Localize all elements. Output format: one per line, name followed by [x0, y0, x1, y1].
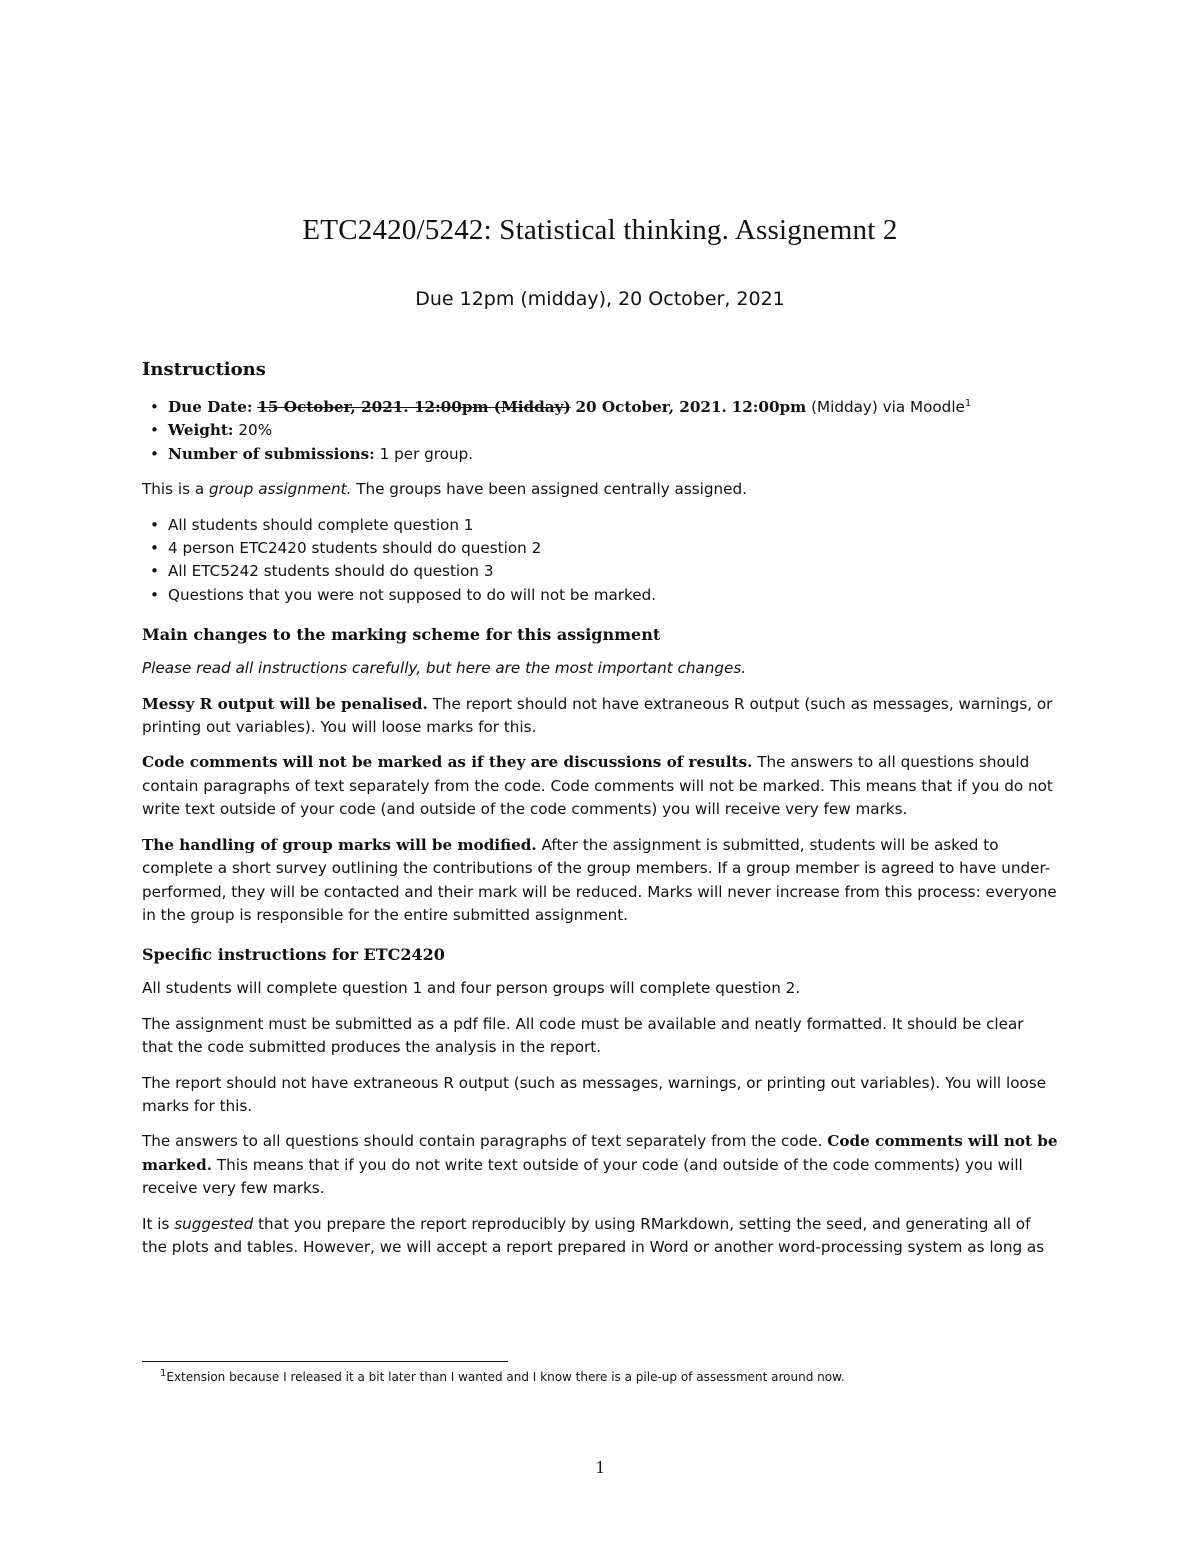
specific-paragraph-5 [142, 1213, 1058, 1260]
due-date-time: 12:00pm [731, 398, 807, 416]
footnote-divider [142, 1361, 508, 1362]
list-item: • 4 person ETC2420 students should do question 2 [168, 537, 1058, 560]
instructions-heading: Instructions [142, 359, 266, 380]
group-intro-text-a: This is a [142, 480, 205, 499]
changes-paragraph-group-marks [142, 834, 1058, 928]
due-date-new: 20 October, 2021. [575, 398, 727, 416]
specific-p5-text-b: that you prepare the report reproducibly by using RMarkdown, setting the seed, and generating all of the plots and tables. However, we will accept a report prepared in Word or another word-processing system as long as [142, 1214, 1045, 1256]
group-intro-text-b: The groups have been assigned centrally assigned. [356, 480, 747, 499]
group-intro-emphasis: group assignment. [208, 480, 352, 499]
footnote-text: Extension because I released it a bit later than I wanted and I know there is a pile-up of assessment around now. [166, 1370, 845, 1384]
specific-p4-text-b: This means that if you do not write text outside of your code (and outside of the code comments) you will receive very few marks. [142, 1155, 1023, 1198]
weight-label: Weight: [168, 421, 234, 440]
specific-p5-emphasis: suggested [174, 1214, 254, 1233]
list-item-weight [168, 419, 1058, 442]
specific-p4-text-a: The answers to all questions should contain paragraphs of text separately from the code. [142, 1132, 823, 1151]
list-item-submissions [168, 443, 1058, 466]
list-item-due-date [168, 396, 1058, 419]
document-title: ETC2420/5242: Statistical thinking. Assignemnt 2 [302, 214, 898, 246]
specific-paragraph-1: All students will complete question 1 and four person groups will complete question 2. [142, 979, 801, 998]
due-date-subtitle: Due 12pm (midday), 20 October, 2021 [415, 288, 785, 310]
changes-p1-text: The report should not have extraneous R output (such as messages, warnings, or printing out variables). You will loose marks for this. [142, 694, 1053, 737]
specific-p5-text-a: It is [142, 1214, 170, 1233]
question-list [142, 514, 1058, 608]
footnote-mark: 1 [160, 1368, 167, 1379]
changes-paragraph-messy-output [142, 693, 1058, 740]
changes-p3-bold: The handling of group marks will be modified. [142, 835, 537, 854]
submissions-label: Number of submissions: [168, 444, 375, 463]
due-date-old: 15 October, 2021. 12:00pm (Midday) [257, 398, 571, 416]
changes-p1-bold: Messy R output will be penalised. [142, 694, 428, 713]
submissions-value: 1 per group. [379, 444, 474, 463]
changes-heading: Main changes to the marking scheme for this assignment [142, 625, 661, 645]
group-assignment-intro [142, 478, 1058, 501]
specific-p4-bold: Code comments will not be marked. [142, 1132, 1058, 1174]
footnote-reference[interactable]: 1 [964, 397, 972, 409]
changes-paragraph-code-comments [142, 751, 1058, 821]
specific-paragraph-3: The report should not have extraneous R output (such as messages, warnings, or printing out variables). You will loose marks for this. [142, 1073, 1047, 1115]
specific-paragraph-4 [142, 1130, 1058, 1200]
footnote [160, 1368, 845, 1386]
specific-heading: Specific instructions for ETC2420 [142, 945, 445, 965]
document-body [142, 356, 1058, 1271]
changes-p3-text: After the assignment is submitted, students will be asked to complete a short survey outlining the contributions of the group members. If a group member is agreed to have under-performed, they will be contacted and their mark will be reduced. Marks will never increase from this process: everyone in the group is responsible for the entire submitted assignment. [142, 835, 1057, 924]
due-date-rest: (Midday) via Moodle [811, 398, 965, 416]
changes-intro: Please read all instructions carefully, but here are the most important changes. [142, 659, 747, 678]
list-item: • All ETC5242 students should do question 3 [168, 560, 1058, 583]
weight-value: 20% [238, 421, 273, 440]
changes-p2-text: The answers to all questions should contain paragraphs of text separately from the code. Code comments will not be marked. This means that if you do not write text outside of your code (and outside of the code comments) you will receive very few marks. [142, 753, 1053, 819]
specific-paragraph-2: The assignment must be submitted as a pdf file. All code must be available and neatly formatted. It should be clear that the code submitted produces the analysis in the report. [142, 1014, 1024, 1057]
page-number: 1 [595, 1457, 605, 1477]
list-item: • All students should complete question 1 [168, 514, 1058, 537]
instructions-list [142, 396, 1058, 466]
changes-p2-bold: Code comments will not be marked as if they are discussions of results. [142, 753, 753, 772]
list-item: • Questions that you were not supposed to do will not be marked. [168, 584, 1058, 607]
due-date-label: Due Date: [168, 398, 253, 416]
